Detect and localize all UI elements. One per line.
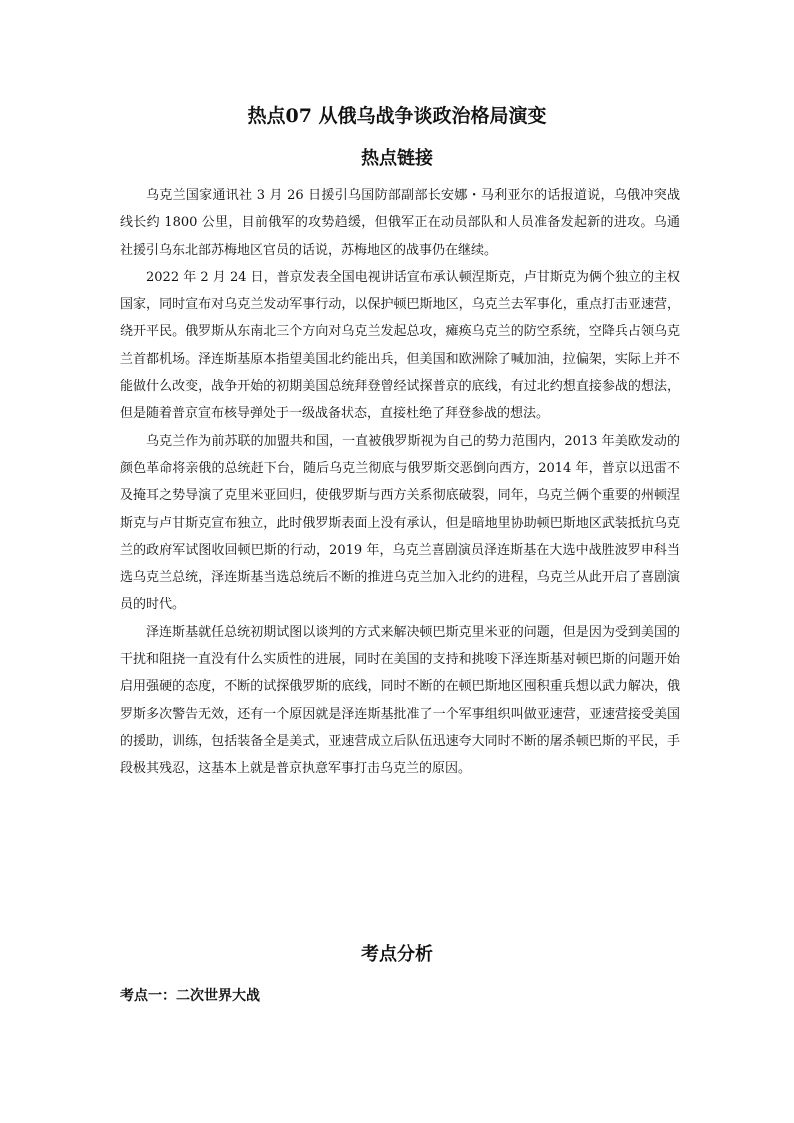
section-heading-hot-links: 热点链接 bbox=[361, 148, 433, 169]
topic-subheading: 考点一：二次世界大战 bbox=[120, 988, 260, 1004]
paragraph: 2022 年 2 月 24 日，普京发表全国电视讲话宣布承认顿涅斯克，卢甘斯克为俩个独立的主权国家，同时宣布对乌克兰发动军事行动，以保护顿巴斯地区，乌克兰去军事化，重点打击亚速营，绕开平民。俄罗斯从东南北三个方向对乌克兰发起总攻，瘫痪乌克兰的防空系统，空降兵占领乌克兰首都机场。泽连斯基原本指望美国北约能出兵，但美国和欧洲除了喊加油，拉偏架，实际上并不能做什么改变，战争开始的初期美国总统拜登曾经试探普京的底线，有过北约想直接参战的想法，但是随着普京宣布核导弹处于一级战备状态，直接杜绝了拜登参战的想法。 bbox=[120, 269, 680, 422]
document-title: 热点07 从俄乌战争谈政治格局演变 bbox=[247, 105, 547, 127]
paragraph: 乌克兰国家通讯社 3 月 26 日援引乌国防部副部长安娜・马利亚尔的话报道说，乌俄冲突战线长约 1800 公里，目前俄军的攻势趋缓，但俄军正在动员部队和人员准备发起新的进攻。乌通社援引乌东北部苏梅地区官员的话说，苏梅地区的战事仍在继续。 bbox=[120, 188, 680, 258]
section-heading-analysis: 考点分析 bbox=[361, 944, 433, 965]
paragraph: 泽连斯基就任总统初期试图以谈判的方式来解决顿巴斯克里米亚的问题，但是因为受到美国的干扰和阻挠一直没有什么实质性的进展，同时在美国的支持和挑唆下泽连斯基对顿巴斯的问题开始启用强硬的态度，不断的试探俄罗斯的底线，同时不断的在顿巴斯地区囤积重兵想以武力解决，俄罗斯多次警告无效，还有一个原因就是泽连斯基批准了一个军事组织叫做亚速营，亚速营接受美国的援助，训练，包括装备全是美式，亚速营成立后队伍迅速夸大同时不断的屠杀顿巴斯的平民，手段极其残忍，这基本上就是普京执意军事打击乌克兰的原因。 bbox=[120, 624, 680, 777]
section-body bbox=[120, 182, 680, 783]
paragraph: 乌克兰作为前苏联的加盟共和国，一直被俄罗斯视为自己的势力范围内，2013 年美欧发动的颜色革命将亲俄的总统赶下台，随后乌克兰彻底与俄罗斯交恶倒向西方，2014 年，普京以迅雷不及掩耳之势导演了克里米亚回归，使俄罗斯与西方关系彻底破裂，同年，乌克兰俩个重要的州顿涅斯克与卢甘斯克宣布独立，此时俄罗斯表面上没有承认，但是暗地里协助顿巴斯地区武装抵抗乌克兰的政府军试图收回顿巴斯的行动，2019 年，乌克兰喜剧演员泽连斯基在大选中战胜波罗申科当选乌克兰总统，泽连斯基当选总统后不断的推进乌克兰加入北约的进程，乌克兰从此开启了喜剧演员的时代。 bbox=[120, 433, 680, 613]
